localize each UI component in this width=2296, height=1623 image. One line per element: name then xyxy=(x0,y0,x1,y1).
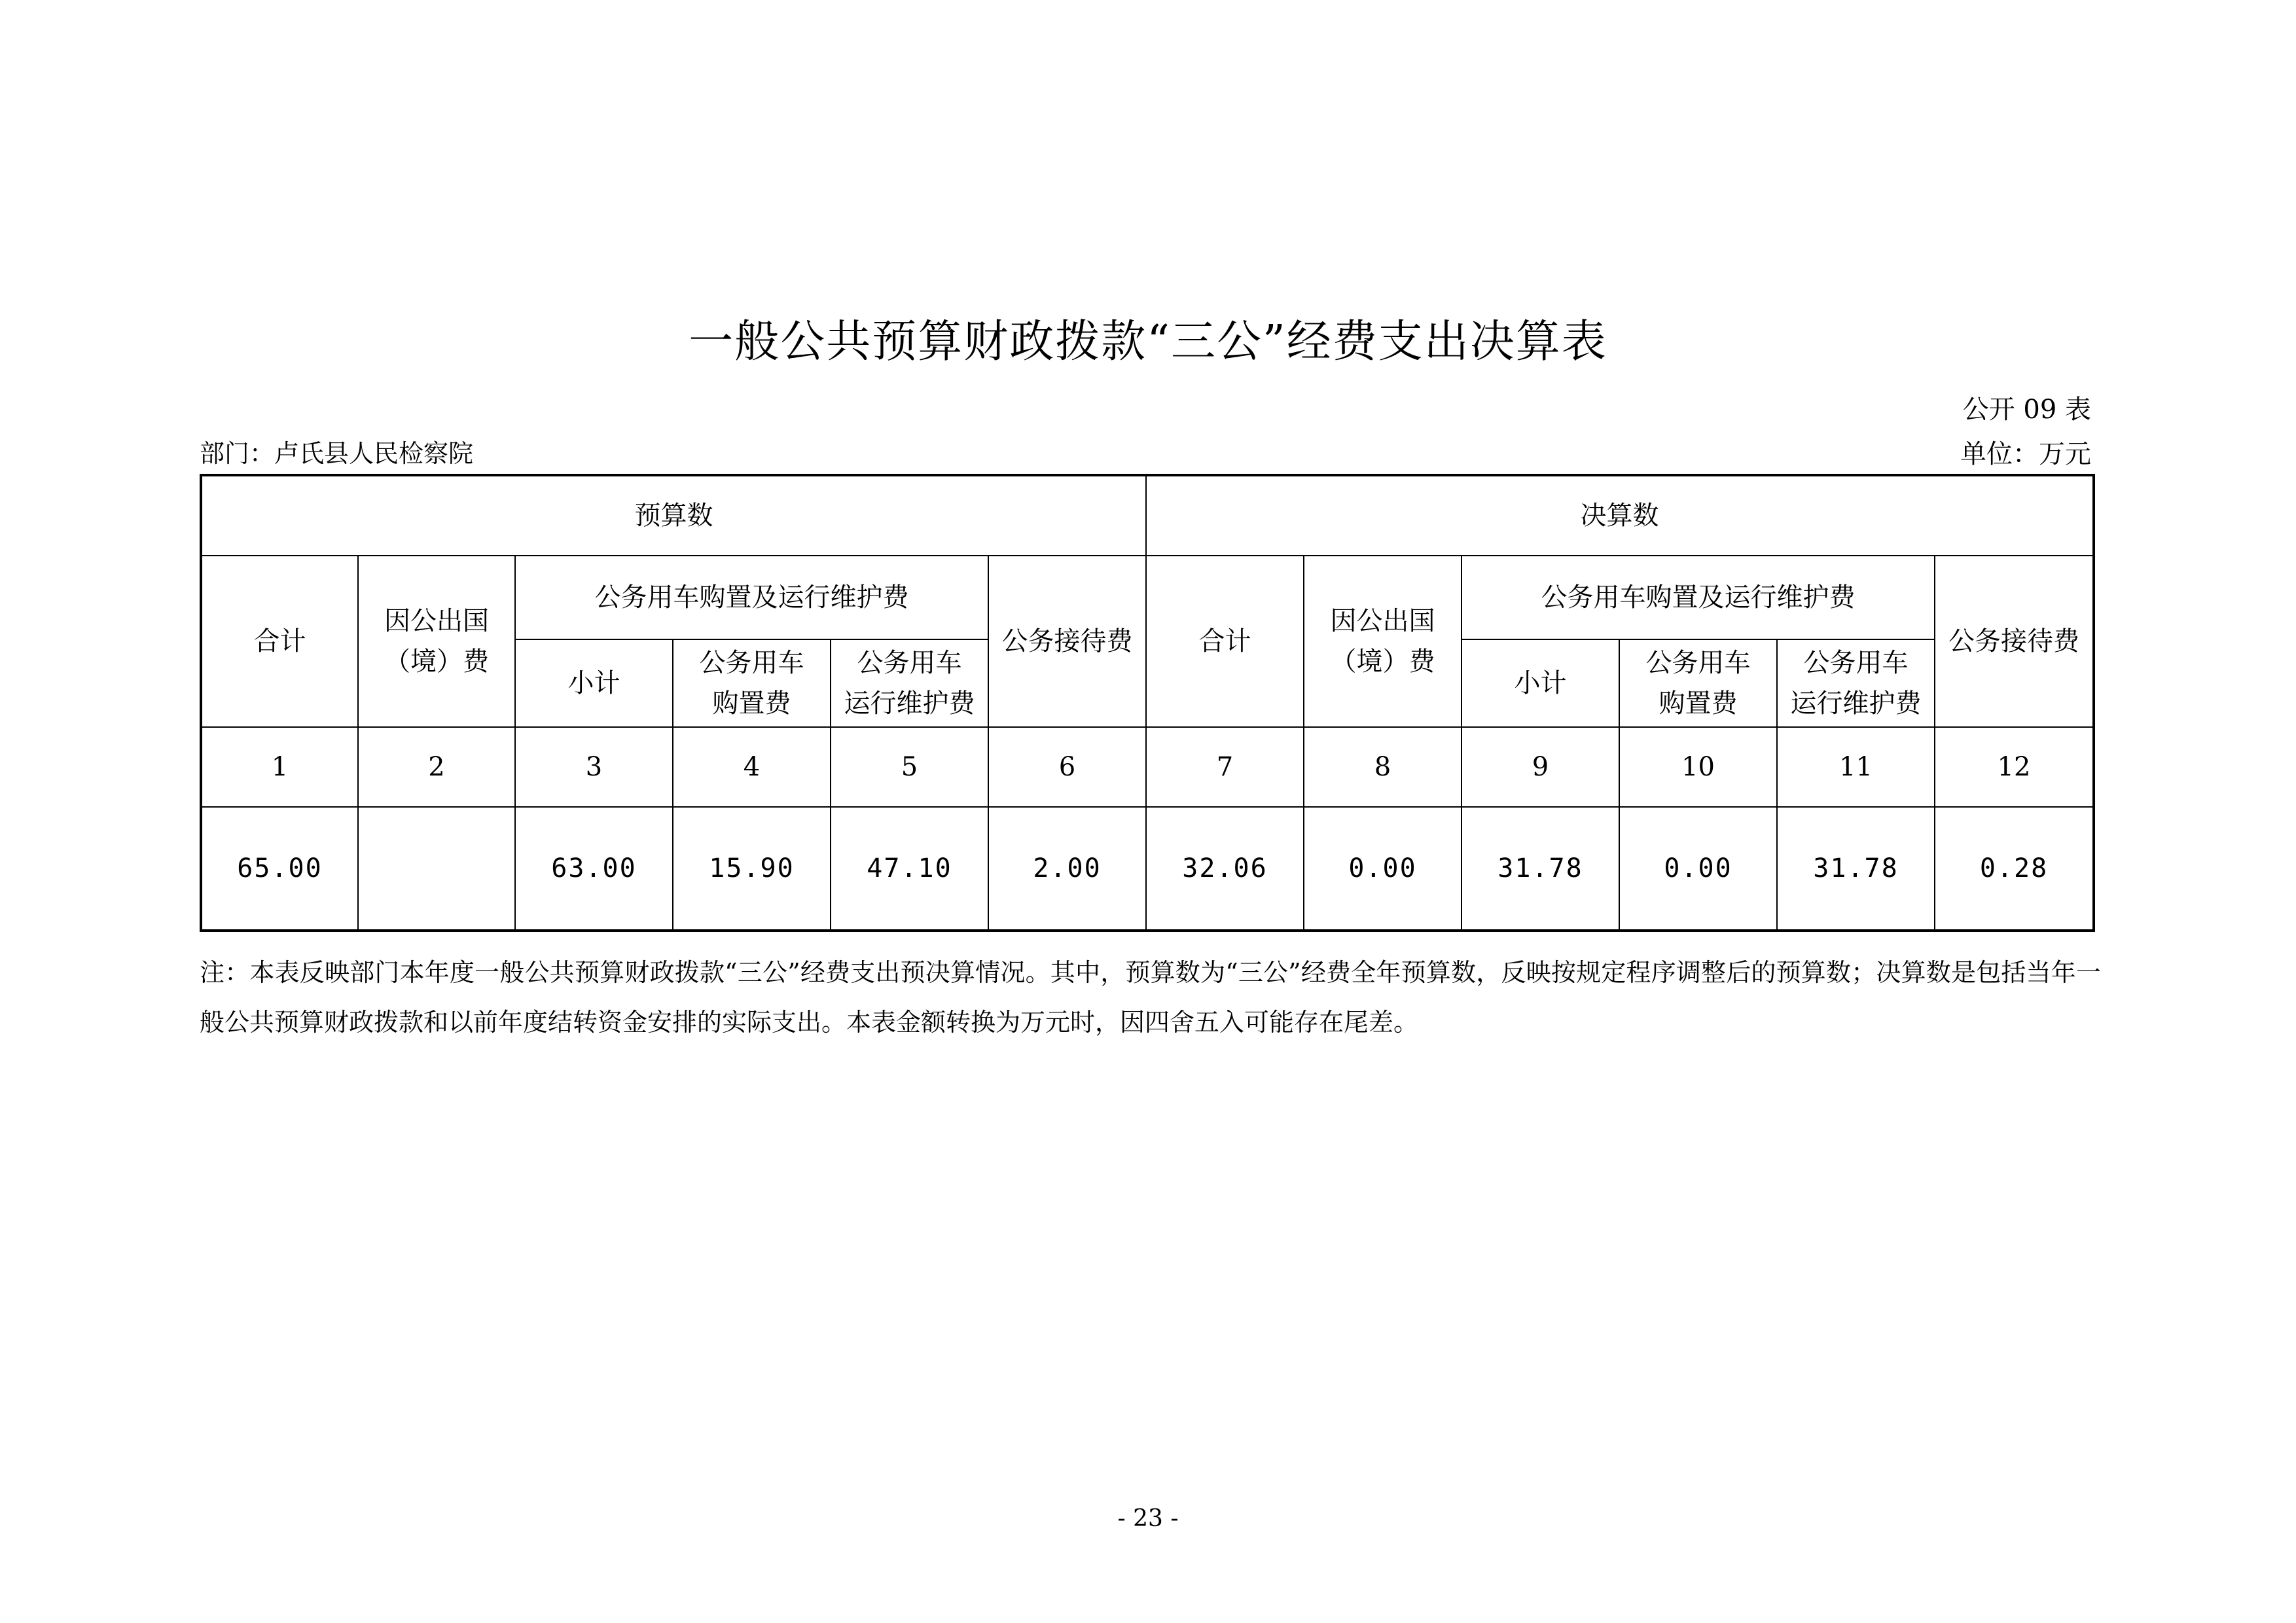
header-line: 购置费 xyxy=(712,688,791,719)
budget-overseas-value xyxy=(358,807,515,931)
final-overseas-value: 0.00 xyxy=(1304,807,1462,931)
page-number: - 23 - xyxy=(1117,1505,1179,1532)
final-subtotal-value: 31.78 xyxy=(1462,807,1619,931)
header-line: 运行维护费 xyxy=(844,688,975,719)
header-line: 公务用车 xyxy=(857,648,962,678)
budget-purchase-header xyxy=(673,639,831,727)
page-title: 一般公共预算财政拨款“三公”经费支出决算表 xyxy=(689,316,1607,368)
header-line: 因公出国 xyxy=(1330,606,1435,636)
column-number: 7 xyxy=(1146,727,1304,807)
budget-subtotal-header: 小计 xyxy=(515,639,673,727)
budget-subtotal-value: 63.00 xyxy=(515,807,673,931)
final-reception-header: 公务接待费 xyxy=(1935,556,2094,727)
table-row xyxy=(201,807,2094,931)
column-number: 3 xyxy=(515,727,673,807)
column-number: 4 xyxy=(673,727,831,807)
budget-purchase-value: 15.90 xyxy=(673,807,831,931)
budget-total-header: 合计 xyxy=(201,556,358,727)
final-total-value: 32.06 xyxy=(1146,807,1304,931)
column-number: 5 xyxy=(831,727,988,807)
final-total-header: 合计 xyxy=(1146,556,1304,727)
column-number: 8 xyxy=(1304,727,1462,807)
final-overseas-header xyxy=(1304,556,1462,727)
header-line: 公务用车 xyxy=(699,648,804,678)
final-operation-header xyxy=(1777,639,1935,727)
budget-vehicle-header: 公务用车购置及运行维护费 xyxy=(515,556,988,639)
final-purchase-value: 0.00 xyxy=(1619,807,1777,931)
budget-operation-value: 47.10 xyxy=(831,807,988,931)
header-line: 运行维护费 xyxy=(1790,688,1922,719)
budget-operation-header xyxy=(831,639,988,727)
budget-reception-value: 2.00 xyxy=(988,807,1146,931)
final-purchase-header xyxy=(1619,639,1777,727)
column-number: 12 xyxy=(1935,727,2094,807)
column-number: 11 xyxy=(1777,727,1935,807)
department-label: 部门：卢氏县人民检察院 xyxy=(200,439,474,468)
final-vehicle-header: 公务用车购置及运行维护费 xyxy=(1462,556,1935,639)
budget-total-value: 65.00 xyxy=(201,807,358,931)
column-number: 2 xyxy=(358,727,515,807)
header-line: （境）费 xyxy=(384,647,489,677)
header-line: （境）费 xyxy=(1330,647,1435,677)
budget-overseas-header xyxy=(358,556,515,727)
column-number: 1 xyxy=(201,727,358,807)
final-operation-value: 31.78 xyxy=(1777,807,1935,931)
column-number: 9 xyxy=(1462,727,1619,807)
final-group-header: 决算数 xyxy=(1146,475,2094,556)
budget-group-header: 预算数 xyxy=(201,475,1146,556)
header-line: 公务用车 xyxy=(1803,648,1909,678)
header-line: 购置费 xyxy=(1659,688,1738,719)
footnote: 注：本表反映部门本年度一般公共预算财政拨款“三公”经费支出预决算情况。其中，预算数为“三公”经费全年预算数，反映按规定程序调整后的预算数；决算数是包括当年一般公共预算财政拨款和以前年度结转资金安排的实际支出。本表金额转换为万元时，因四舍五入可能存在尾差。 xyxy=(200,958,2101,1037)
column-number-row xyxy=(201,727,2094,807)
unit-label: 单位：万元 xyxy=(1960,439,2091,469)
budget-reception-header: 公务接待费 xyxy=(988,556,1146,727)
form-number: 公开 09 表 xyxy=(1962,395,2091,425)
column-number: 6 xyxy=(988,727,1146,807)
final-reception-value: 0.28 xyxy=(1935,807,2094,931)
header-line: 公务用车 xyxy=(1645,648,1751,678)
final-subtotal-header: 小计 xyxy=(1462,639,1619,727)
column-number: 10 xyxy=(1619,727,1777,807)
three-public-expenses-table xyxy=(200,474,2095,932)
header-line: 因公出国 xyxy=(384,606,489,636)
